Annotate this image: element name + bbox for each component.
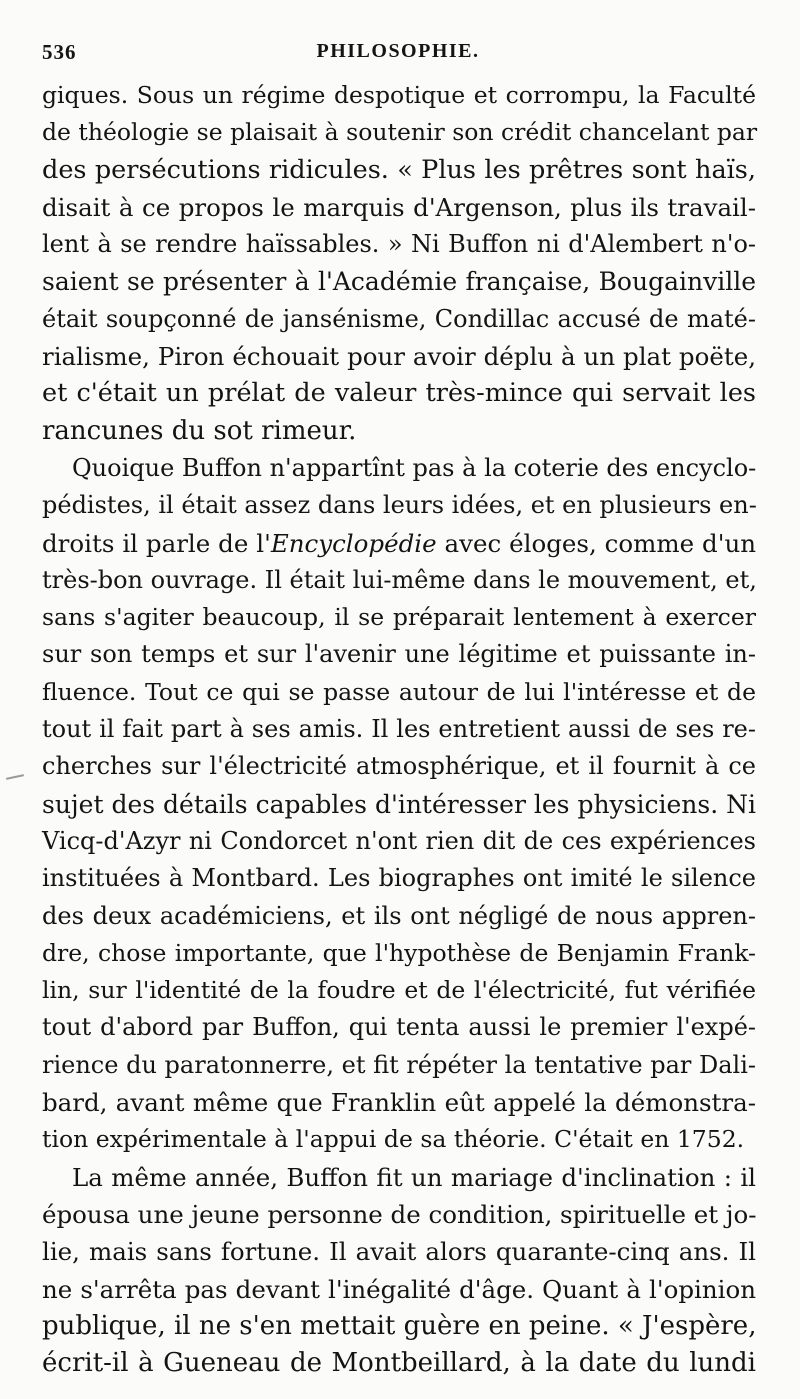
text-line: lie, mais sans fortune. Il avait alors quarante-cinq ans. Il [42,1237,756,1267]
text-line: cherches sur l'électricité atmosphérique, et il fournit à ce [42,752,756,781]
text-line: ne s'arrêta pas devant l'inégalité d'âge. Quant à l'opinion [42,1274,756,1304]
text-line-with-italic: droits il parle de l'Encyclopédie avec éloges, comme d'un [42,528,756,558]
margin-mark [6,774,24,780]
text-line: dre, chose importante, que l'hypothèse de Benjamin Frank- [42,938,756,967]
text-line: épousa une jeune personne de condition, spirituelle et jo- [42,1199,757,1229]
text-line: saient se présenter à l'Académie française, Bougainville [42,267,756,297]
text-line: et c'était un prélat de valeur très-mince qui servait les [42,378,756,409]
text-line: giques. Sous un régime despotique et corrompu, la Faculté [42,81,756,109]
text-line: sujet des détails capables d'intéresser les physiciens. Ni [42,789,756,819]
body-text [42,77,756,1382]
text-line: lin, sur l'identité de la foudre et de l'électricité, fut vérifiée [42,976,756,1005]
paragraph-start-line: Quoique Buffon n'appartînt pas à la coterie des encyclo- [72,453,757,482]
text-line: était soupçonné de jansénisme, Condillac accusé de maté- [42,304,756,333]
running-head [42,40,754,68]
text-line: tout il fait part à ses amis. Il les entretient aussi de ses re- [42,715,756,744]
text-line: sans s'agiter beaucoup, il se préparait lentement à exercer [42,603,756,632]
text-line: écrit-il à Gueneau de Montbeillard, à la date du lundi [42,1348,756,1379]
running-title: PHILOSOPHIE. [316,40,480,62]
text-line: publique, il ne s'en mettait guère en peine. « J'espère, [42,1310,757,1341]
text-line: fluence. Tout ce qui se passe autour de lui l'intéresse et de [42,677,756,706]
paragraph-start-line: La même année, Buffon fit un mariage d'inclination : il [72,1162,756,1192]
text-line: des deux académiciens, et ils ont négligé de nous appren- [42,901,756,930]
text-line: sur son temps et sur l'avenir une légitime et puissante in- [42,640,756,669]
paragraph-end-line: tion expérimentale à l'appui de sa théorie. C'était en 1752. [42,1125,745,1154]
page-number: 536 [42,40,77,64]
text-line: bard, avant même que Franklin eût appelé la démonstra- [42,1088,756,1118]
text-line: lent à se rendre haïssables. » Ni Buffon ni d'Alembert n'o- [42,230,756,259]
text-line: de théologie se plaisait à soutenir son crédit chancelant par [42,118,758,147]
paragraph-end-line: rancunes du sot rimeur. [42,415,357,446]
text-line: rience du paratonnerre, et fit répéter la tentative par Dali- [42,1050,756,1079]
italic-title: Encyclopédie [270,528,437,558]
text-line: instituées à Montbard. Les biographes ont imité le silence [42,864,756,893]
text-line: très-bon ouvrage. Il était lui-même dans le mouvement, et, [42,565,757,594]
text-line: pédistes, il était assez dans leurs idées, et en plusieurs en- [42,491,757,520]
text-line: disait à ce propos le marquis d'Argenson, plus ils travail- [42,192,756,222]
text-line: tout d'abord par Buffon, qui tenta aussi le premier l'expé- [42,1013,756,1042]
text-line: des persécutions ridicules. « Plus les prêtres sont haïs, [42,154,756,185]
text-line: rialisme, Piron échouait pour avoir déplu à un plat poëte, [42,342,756,372]
text-line: Vicq-d'Azyr ni Condorcet n'ont rien dit de ces expériences [42,826,756,855]
